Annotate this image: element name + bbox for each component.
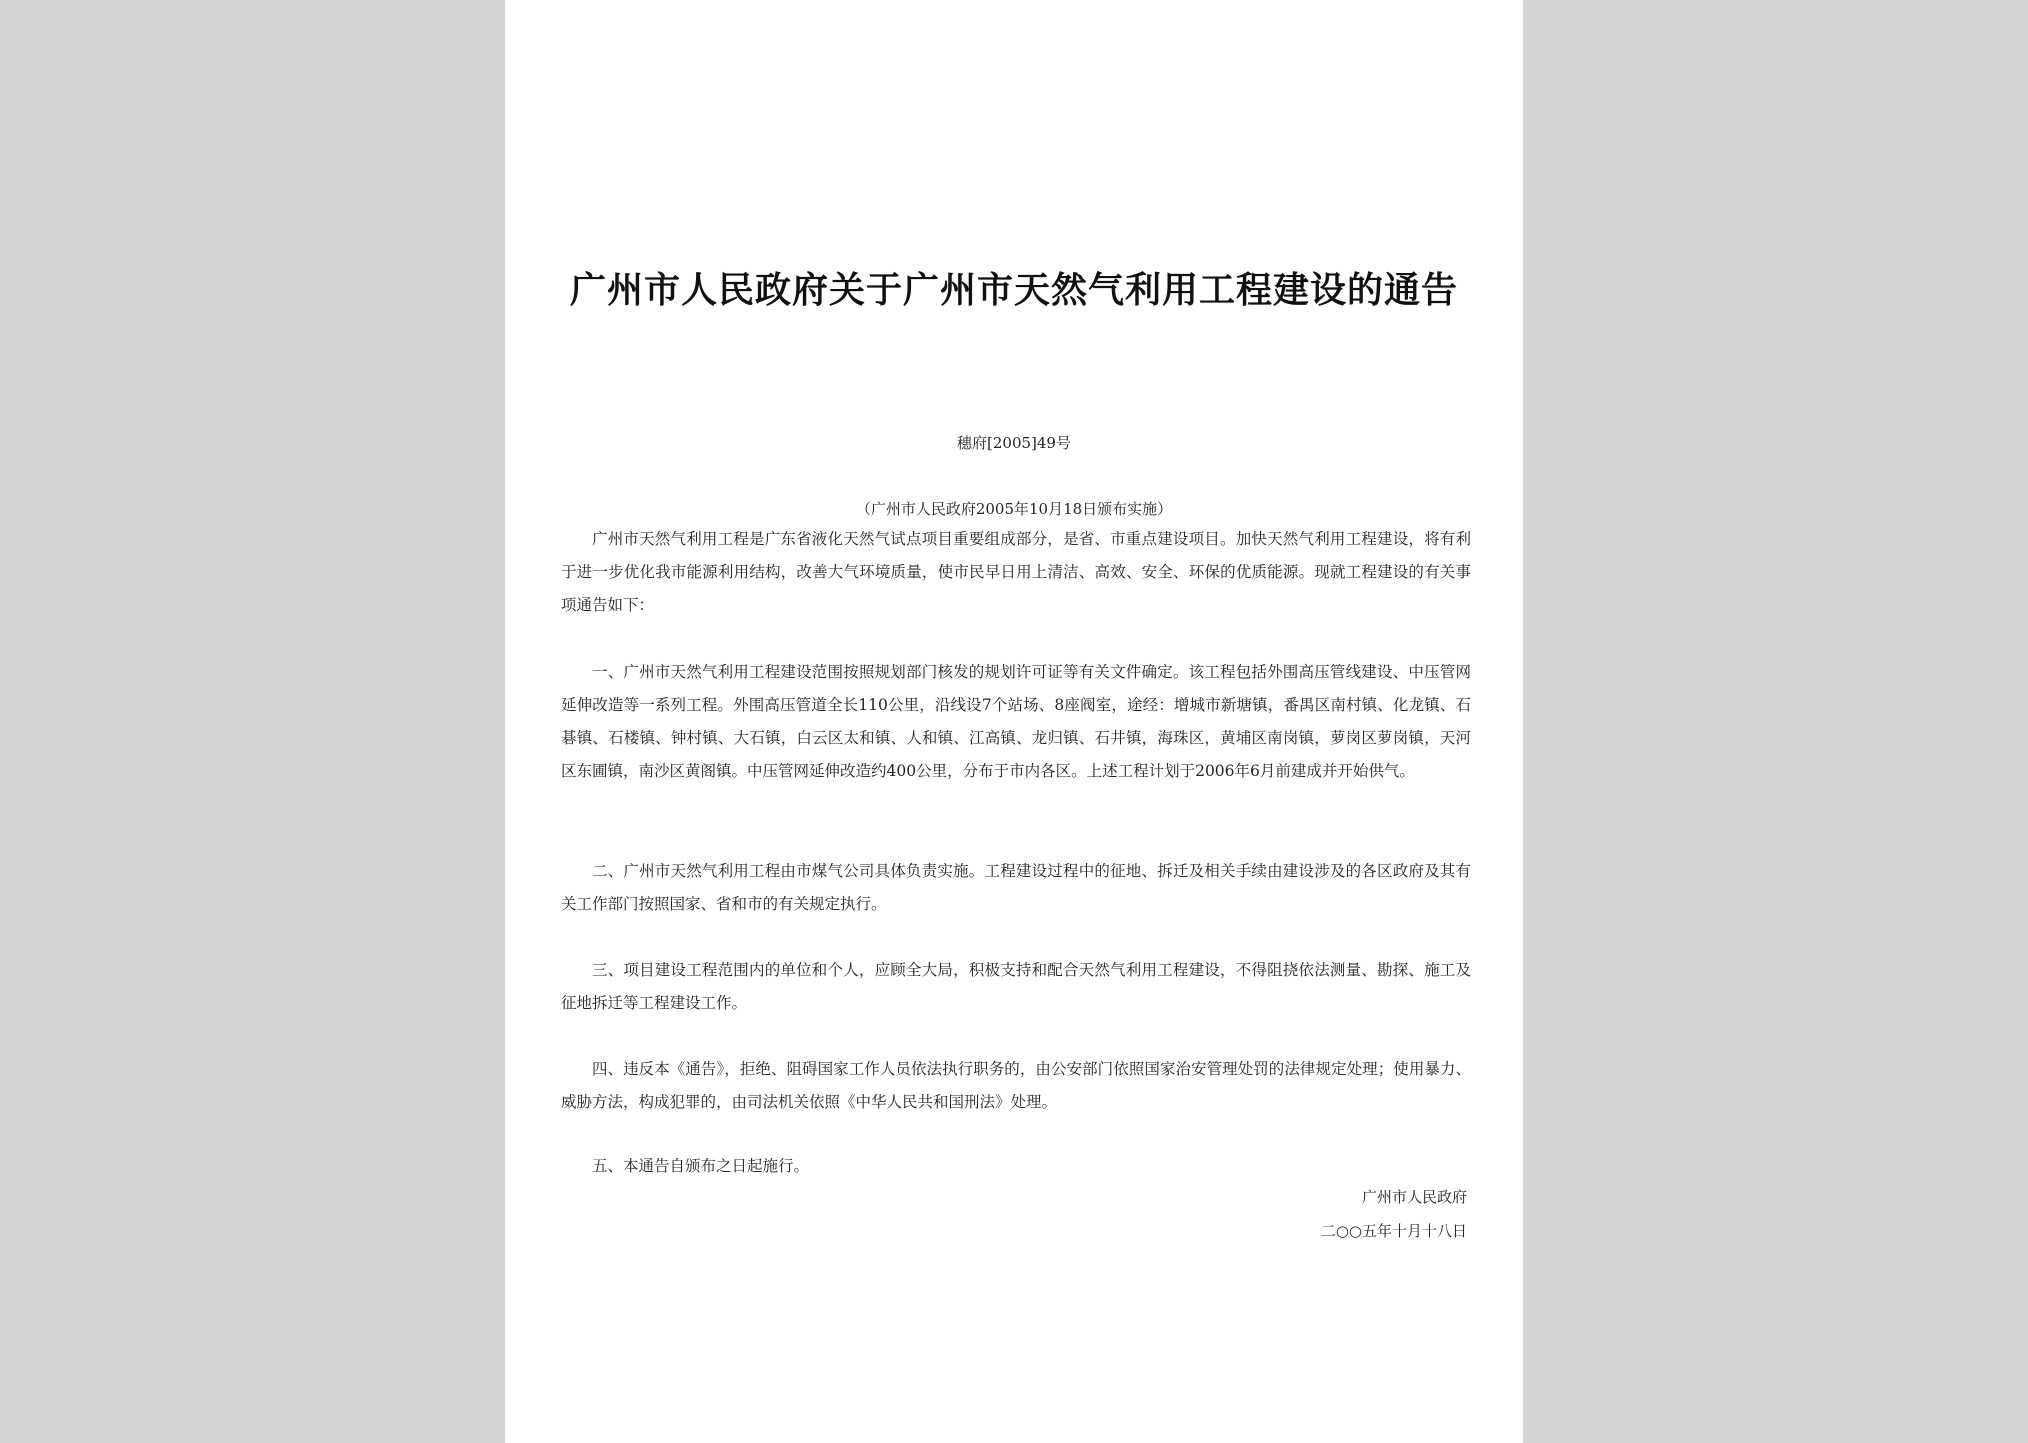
paragraph-item-three	[561, 954, 1471, 1020]
signature-organization: 广州市人民政府	[1361, 1188, 1467, 1206]
paragraph-item-two	[561, 855, 1471, 921]
paragraph-intro	[561, 523, 1471, 622]
document-page	[505, 0, 1523, 1443]
paragraph-item-four-text: 四、违反本《通告》，拒绝、阻碍国家工作人员依法执行职务的，由公安部门依照国家治安管理处罚的法律规定处理；使用暴力、威胁方法，构成犯罪的，由司法机关依照《中华人民共和国刑法》处理。	[561, 1060, 1471, 1111]
paragraph-intro-text: 广州市天然气利用工程是广东省液化天然气试点项目重要组成部分，是省、市重点建设项目。加快天然气利用工程建设，将有利于进一步优化我市能源利用结构，改善大气环境质量，使市民早日用上清洁、高效、安全、环保的优质能源。现就工程建设的有关事项通告如下：	[561, 530, 1471, 614]
paragraph-item-one	[561, 656, 1471, 788]
paragraph-item-two-text: 二、广州市天然气利用工程由市煤气公司具体负责实施。工程建设过程中的征地、拆迁及相关手续由建设涉及的各区政府及其有关工作部门按照国家、省和市的有关规定执行。	[561, 862, 1471, 913]
signature-date: 二○○五年十月十八日	[1320, 1222, 1467, 1240]
paragraph-item-five	[561, 1150, 1471, 1183]
paragraph-item-four	[561, 1053, 1471, 1119]
issued-note: （广州市人民政府2005年10月18日颁布实施）	[855, 500, 1173, 518]
paragraph-item-three-text: 三、项目建设工程范围内的单位和个人，应顾全大局，积极支持和配合天然气利用工程建设，不得阻挠依法测量、勘探、施工及征地拆迁等工程建设工作。	[561, 961, 1471, 1012]
paragraph-item-five-text: 五、本通告自颁布之日起施行。	[592, 1157, 810, 1175]
document-title: 广州市人民政府关于广州市天然气利用工程建设的通告	[569, 269, 1458, 311]
document-number: 穗府[2005]49号	[957, 434, 1071, 452]
paragraph-item-one-text: 一、广州市天然气利用工程建设范围按照规划部门核发的规划许可证等有关文件确定。该工程包括外围高压管线建设、中压管网延伸改造等一系列工程。外围高压管道全长110公里，沿线设7个站场、8座阀室，途经：增城市新塘镇，番禺区南村镇、化龙镇、石碁镇、石楼镇、钟村镇、大石镇，白云区太和镇、人和镇、江高镇、龙归镇、石井镇，海珠区，黄埔区南岗镇，萝岗区萝岗镇，天河区东圃镇，南沙区黄阁镇。中压管网延伸改造约400公里，分布于市内各区。上述工程计划于2006年6月前建成并开始供气。	[561, 663, 1471, 780]
